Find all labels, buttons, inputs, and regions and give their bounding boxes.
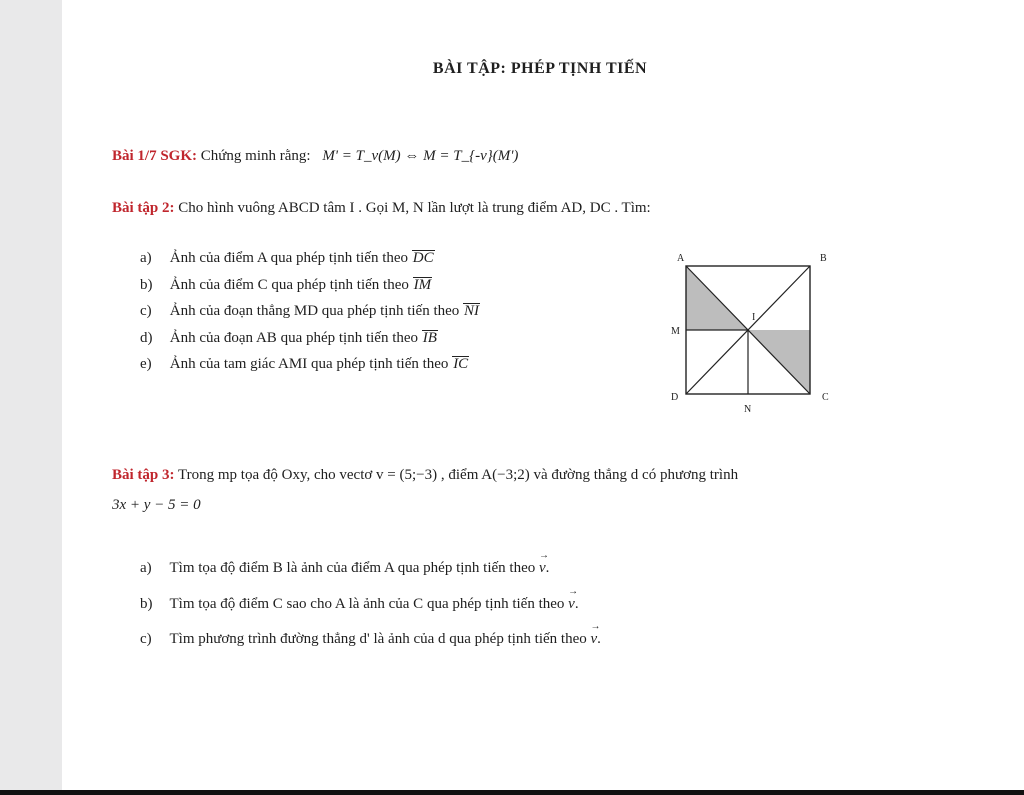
item-text: Ảnh của điểm A qua phép tịnh tiến theo [169,250,409,266]
exercise-2-item [140,277,432,294]
item-marker: b) [140,596,153,612]
label-i: I [752,312,756,323]
item-vector: → v [590,627,597,648]
exercise-2-item [140,303,480,320]
item-marker: a) [140,560,152,576]
document-title: BÀI TẬP: PHÉP TỊNH TIẾN [432,60,648,77]
exercise-2-item [140,330,438,347]
exercise-3-label: Bài tập 3: [112,467,175,483]
item-marker: c) [140,303,152,319]
label-n: N [744,404,752,415]
item-marker: b) [140,277,153,293]
label-d: D [671,392,679,403]
item-text: Ảnh của tam giác AMI qua phép tịnh tiến theo [169,356,449,372]
exercise-2-statement [112,200,651,217]
exercise-1-label: Bài 1/7 SGK: [112,148,198,164]
exercise-2-item [140,250,435,267]
label-m: M [671,326,680,337]
exercise-3-statement [112,467,738,484]
exercise-1-formula: M' = T_v(M) ⇔ M = T_{-v}(M') [322,148,519,164]
item-text: Tìm tọa độ điểm C sao cho A là ảnh của C qua phép tịnh tiến theo [169,596,565,612]
item-vector: → v [539,556,546,577]
item-text: Ảnh của điểm C qua phép tịnh tiến theo [169,277,409,293]
item-vector: IB [422,330,437,346]
exercise-3-item: a) Tìm tọa độ điểm B là ảnh của điểm A qua phép tịnh tiến theo → v. [140,556,549,577]
label-c: C [822,392,829,403]
item-marker: c) [140,631,152,647]
item-marker: e) [140,356,152,372]
item-text: Ảnh của đoạn thẳng MD qua phép tịnh tiến theo [169,303,460,319]
item-text: Ảnh của đoạn AB qua phép tịnh tiến theo [169,330,419,346]
exercise-2-item [140,356,469,373]
exercise-3-item: c) Tìm phương trình đường thẳng d' là ảnh của d qua phép tịnh tiến theo → v. [140,627,601,648]
exercise-3-item: b) Tìm tọa độ điểm C sao cho A là ảnh của C qua phép tịnh tiến theo → v. [140,592,579,613]
exercise-2-text: Cho hình vuông ABCD tâm I . Gọi M, N lần lượt là trung điểm AD, DC . Tìm: [178,200,651,216]
document-page [62,0,1024,790]
item-text: Tìm phương trình đường thẳng d' là ảnh của d qua phép tịnh tiến theo [169,631,587,647]
item-marker: a) [140,250,152,266]
exercise-2-label: Bài tập 2: [112,200,175,216]
bottom-edge-bar [0,790,1024,795]
label-a: A [677,253,685,264]
label-b: B [820,253,827,264]
exercise-1-text: Chứng minh rằng: [200,148,311,164]
item-marker: d) [140,330,153,346]
item-vector: → v [568,592,575,613]
square-figure [668,250,838,420]
item-vector: NI [464,303,480,319]
item-vector: IC [453,356,469,372]
exercise-3-equation: 3x + y − 5 = 0 [112,497,201,513]
item-vector: DC [412,250,434,266]
exercise-3-text: Trong mp tọa độ Oxy, cho vectơ v = (5;−3) , điểm A(−3;2) và đường thẳng d có phương trình [178,467,739,483]
exercise-1 [112,148,518,165]
item-vector: IM [413,277,432,293]
item-text: Tìm tọa độ điểm B là ảnh của điểm A qua phép tịnh tiến theo [169,560,536,576]
